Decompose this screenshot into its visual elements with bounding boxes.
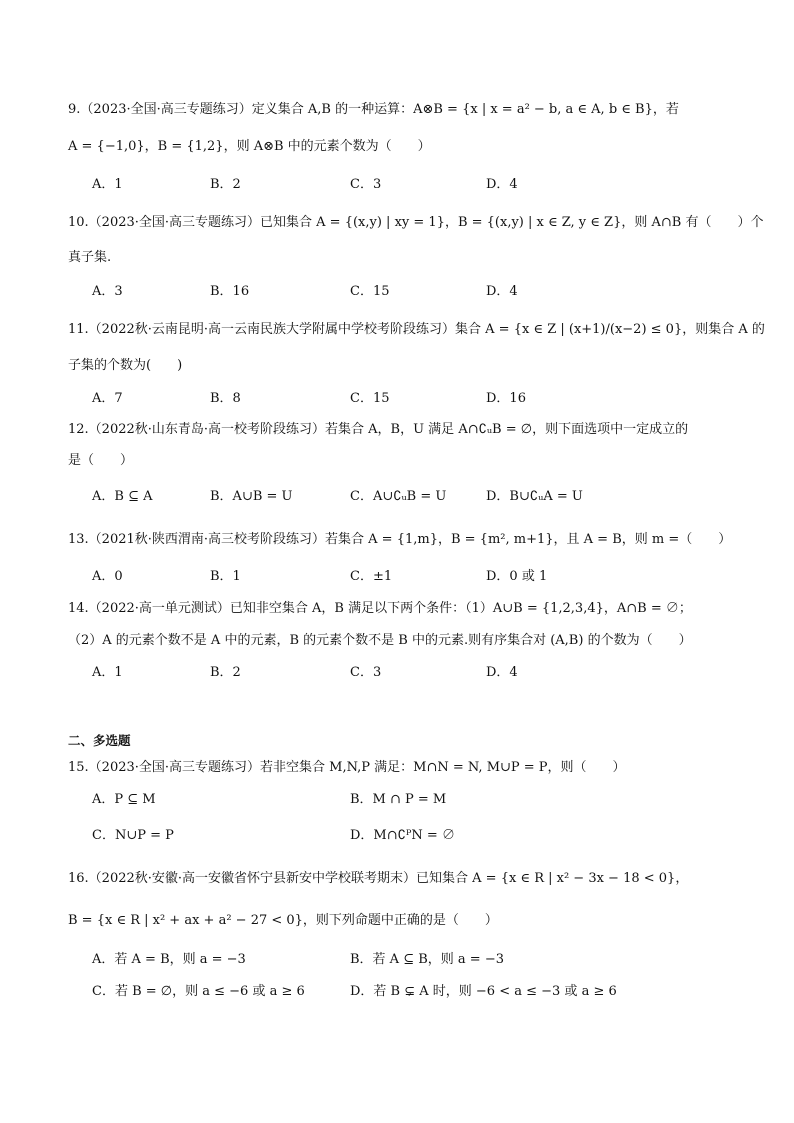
- option-c: C．15: [350, 284, 390, 299]
- option-a: A．0: [92, 569, 123, 584]
- option-d: D．M∩∁ᴾN = ∅: [350, 828, 455, 843]
- option-c: C．3: [350, 665, 382, 680]
- option-c: C．3: [350, 177, 382, 192]
- question-9-line-1: 9.（2023·全国·高三专题练习）定义集合 A,B 的一种运算：A⊗B = {x | x = a² − b, a ∈ A, b ∈ B}，若: [68, 102, 679, 117]
- question-10-options: [92, 282, 732, 302]
- option-a: A．1: [92, 177, 123, 192]
- option-a: A．B ⊆ A: [92, 489, 153, 504]
- question-15-options-row-2: [92, 826, 732, 846]
- option-b: B．16: [210, 284, 250, 299]
- option-b: B．8: [210, 391, 241, 406]
- option-d: D．若 B ⊊ A 时，则 −6 < a ≤ −3 或 a ≥ 6: [350, 984, 617, 999]
- option-b: B．M ∩ P = M: [350, 792, 447, 807]
- question-14-line-1: 14.（2022·高一单元测试）已知非空集合 A，B 满足以下两个条件：（1）A∪B = {1,2,3,4}，A∩B = ∅；: [68, 601, 692, 616]
- option-d: D．0 或 1: [486, 569, 548, 584]
- question-16-options-row-2: [92, 982, 732, 1002]
- question-11-options: [92, 389, 732, 409]
- option-b: B．A∪B = U: [210, 489, 293, 504]
- option-d: D．16: [486, 391, 526, 406]
- question-15-line-1: 15.（2023·全国·高三专题练习）若非空集合 M,N,P 满足：M∩N = N, M∪P = P，则（ ）: [68, 760, 626, 775]
- option-a: A．3: [92, 284, 123, 299]
- question-12-line-2: 是（ ）: [68, 453, 134, 468]
- option-c: C．15: [350, 391, 390, 406]
- option-a: A．1: [92, 665, 123, 680]
- option-b: B．1: [210, 569, 241, 584]
- option-a: A．7: [92, 391, 123, 406]
- question-16-line-2: B = {x ∈ R | x² + ax + a² − 27 < 0}，则下列命题中正确的是（ ）: [68, 913, 498, 928]
- question-14-line-2: （2）A 的元素个数不是 A 中的元素，B 的元素个数不是 B 中的元素.则有序集合对 (A,B) 的个数为（ ）: [68, 633, 692, 648]
- option-b: B．2: [210, 665, 241, 680]
- question-10-line-1: 10.（2023·全国·高三专题练习）已知集合 A = {(x,y) | xy = 1}，B = {(x,y) | x ∈ Z, y ∈ Z}，则 A∩B 有（ ）个: [68, 215, 764, 230]
- question-16-line-1: 16.（2022秋·安徽·高一安徽省怀宁县新安中学校联考期末）已知集合 A = {x ∈ R | x² − 3x − 18 < 0}，: [68, 871, 689, 886]
- option-d: D．4: [486, 284, 518, 299]
- question-11-line-2: 子集的个数为( ): [68, 358, 183, 373]
- option-b: B．若 A ⊆ B，则 a = −3: [350, 952, 504, 967]
- option-a: A．P ⊆ M: [92, 792, 156, 807]
- section-title: 二、多选题: [68, 733, 131, 748]
- question-12-line-1: 12.（2022秋·山东青岛·高一校考阶段练习）若集合 A，B，U 满足 A∩∁ᵤB = ∅，则下面选项中一定成立的: [68, 422, 689, 437]
- option-b: B．2: [210, 177, 241, 192]
- question-14-options: [92, 663, 732, 683]
- question-10-line-2: 真子集.: [68, 250, 112, 265]
- question-15-options-row-1: [92, 790, 732, 810]
- option-d: D．4: [486, 665, 518, 680]
- option-c: C．A∪∁ᵤB = U: [350, 489, 447, 504]
- question-13-options: [92, 567, 732, 587]
- option-c: C．N∪P = P: [92, 828, 174, 843]
- question-11-line-1: 11.（2022秋·云南昆明·高一云南民族大学附属中学校考阶段练习）集合 A = {x ∈ Z | (x+1)/(x−2) ≤ 0}，则集合 A 的: [68, 322, 765, 337]
- option-d: D．B∪∁ᵤA = U: [486, 489, 583, 504]
- question-9-line-2: A = {−1,0}，B = {1,2}，则 A⊗B 中的元素个数为（ ）: [68, 139, 431, 154]
- option-c: C．若 B = ∅，则 a ≤ −6 或 a ≥ 6: [92, 984, 305, 999]
- option-d: D．4: [486, 177, 518, 192]
- question-12-options: [92, 487, 732, 507]
- option-a: A．若 A = B，则 a = −3: [92, 952, 246, 967]
- option-c: C．±1: [350, 569, 393, 584]
- question-13-line-1: 13.（2021秋·陕西渭南·高三校考阶段练习）若集合 A = {1,m}，B = {m², m+1}，且 A = B，则 m =（ ）: [68, 532, 732, 547]
- question-9-options: [92, 175, 732, 195]
- question-16-options-row-1: [92, 950, 732, 970]
